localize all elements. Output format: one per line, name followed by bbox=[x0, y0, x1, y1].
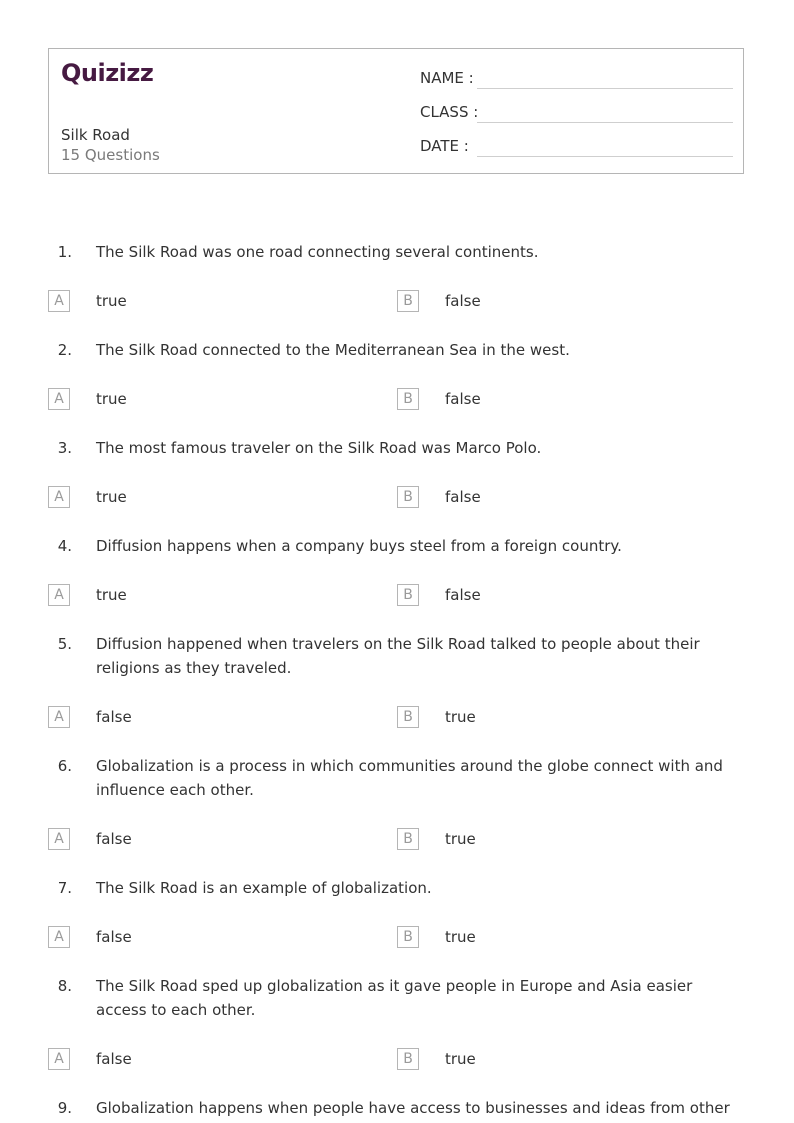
option-b-box[interactable]: B bbox=[397, 290, 419, 312]
question-number: 7. bbox=[57, 879, 72, 897]
date-line[interactable] bbox=[477, 156, 733, 157]
option-b-box[interactable]: B bbox=[397, 828, 419, 850]
option-b-text: false bbox=[445, 390, 481, 408]
question-text: Globalization happens when people have access to businesses and ideas from other bbox=[96, 1099, 730, 1117]
quizizz-logo: Quizizz bbox=[61, 59, 154, 87]
question-number: 1. bbox=[57, 243, 72, 261]
option-b-text: true bbox=[445, 708, 476, 726]
option-b-box[interactable]: B bbox=[397, 584, 419, 606]
option-b-box[interactable]: B bbox=[397, 1048, 419, 1070]
option-a-text: true bbox=[96, 488, 127, 506]
option-a-text: false bbox=[96, 928, 132, 946]
option-a-box[interactable]: A bbox=[48, 828, 70, 850]
question-text: The most famous traveler on the Silk Road was Marco Polo. bbox=[96, 439, 542, 457]
option-b-text: true bbox=[445, 830, 476, 848]
date-label: DATE : bbox=[420, 137, 469, 155]
question-number: 9. bbox=[57, 1099, 72, 1117]
option-b-box[interactable]: B bbox=[397, 706, 419, 728]
name-line[interactable] bbox=[477, 88, 733, 89]
question-count: 15 Questions bbox=[61, 146, 160, 164]
name-label: NAME : bbox=[420, 69, 474, 87]
option-a-box[interactable]: A bbox=[48, 1048, 70, 1070]
name-field[interactable] bbox=[420, 68, 733, 90]
question-number: 5. bbox=[57, 635, 72, 653]
option-b-box[interactable]: B bbox=[397, 926, 419, 948]
question-number: 3. bbox=[57, 439, 72, 457]
option-a-box[interactable]: A bbox=[48, 926, 70, 948]
option-a-text: false bbox=[96, 1050, 132, 1068]
worksheet-title: Silk Road bbox=[61, 126, 130, 144]
option-b-box[interactable]: B bbox=[397, 486, 419, 508]
option-a-text: false bbox=[96, 830, 132, 848]
question-text: The Silk Road is an example of globalization. bbox=[96, 879, 432, 897]
class-label: CLASS : bbox=[420, 103, 479, 121]
option-a-text: true bbox=[96, 292, 127, 310]
option-a-text: false bbox=[96, 708, 132, 726]
option-a-box[interactable]: A bbox=[48, 388, 70, 410]
option-b-box[interactable]: B bbox=[397, 388, 419, 410]
option-b-text: false bbox=[445, 488, 481, 506]
option-b-text: false bbox=[445, 586, 481, 604]
option-a-box[interactable]: A bbox=[48, 706, 70, 728]
date-field[interactable] bbox=[420, 136, 733, 158]
question-text: Globalization is a process in which communities around the globe connect with and influence each other. bbox=[96, 757, 723, 799]
question-number: 4. bbox=[57, 537, 72, 555]
class-field[interactable] bbox=[420, 102, 733, 124]
question-number: 6. bbox=[57, 757, 72, 775]
option-a-box[interactable]: A bbox=[48, 290, 70, 312]
question-text: Diffusion happens when a company buys steel from a foreign country. bbox=[96, 537, 622, 555]
option-b-text: false bbox=[445, 292, 481, 310]
option-a-box[interactable]: A bbox=[48, 486, 70, 508]
worksheet-header bbox=[48, 48, 744, 174]
option-a-box[interactable]: A bbox=[48, 584, 70, 606]
question-text: The Silk Road connected to the Mediterranean Sea in the west. bbox=[96, 341, 570, 359]
option-a-text: true bbox=[96, 586, 127, 604]
question-number: 2. bbox=[57, 341, 72, 359]
option-a-text: true bbox=[96, 390, 127, 408]
option-b-text: true bbox=[445, 1050, 476, 1068]
option-b-text: true bbox=[445, 928, 476, 946]
question-number: 8. bbox=[57, 977, 72, 995]
question-text: Diffusion happened when travelers on the Silk Road talked to people about their religions as they traveled. bbox=[96, 635, 700, 677]
question-text: The Silk Road was one road connecting several continents. bbox=[96, 243, 539, 261]
question-text: The Silk Road sped up globalization as it gave people in Europe and Asia easier access to each other. bbox=[96, 977, 693, 1019]
class-line[interactable] bbox=[477, 122, 733, 123]
